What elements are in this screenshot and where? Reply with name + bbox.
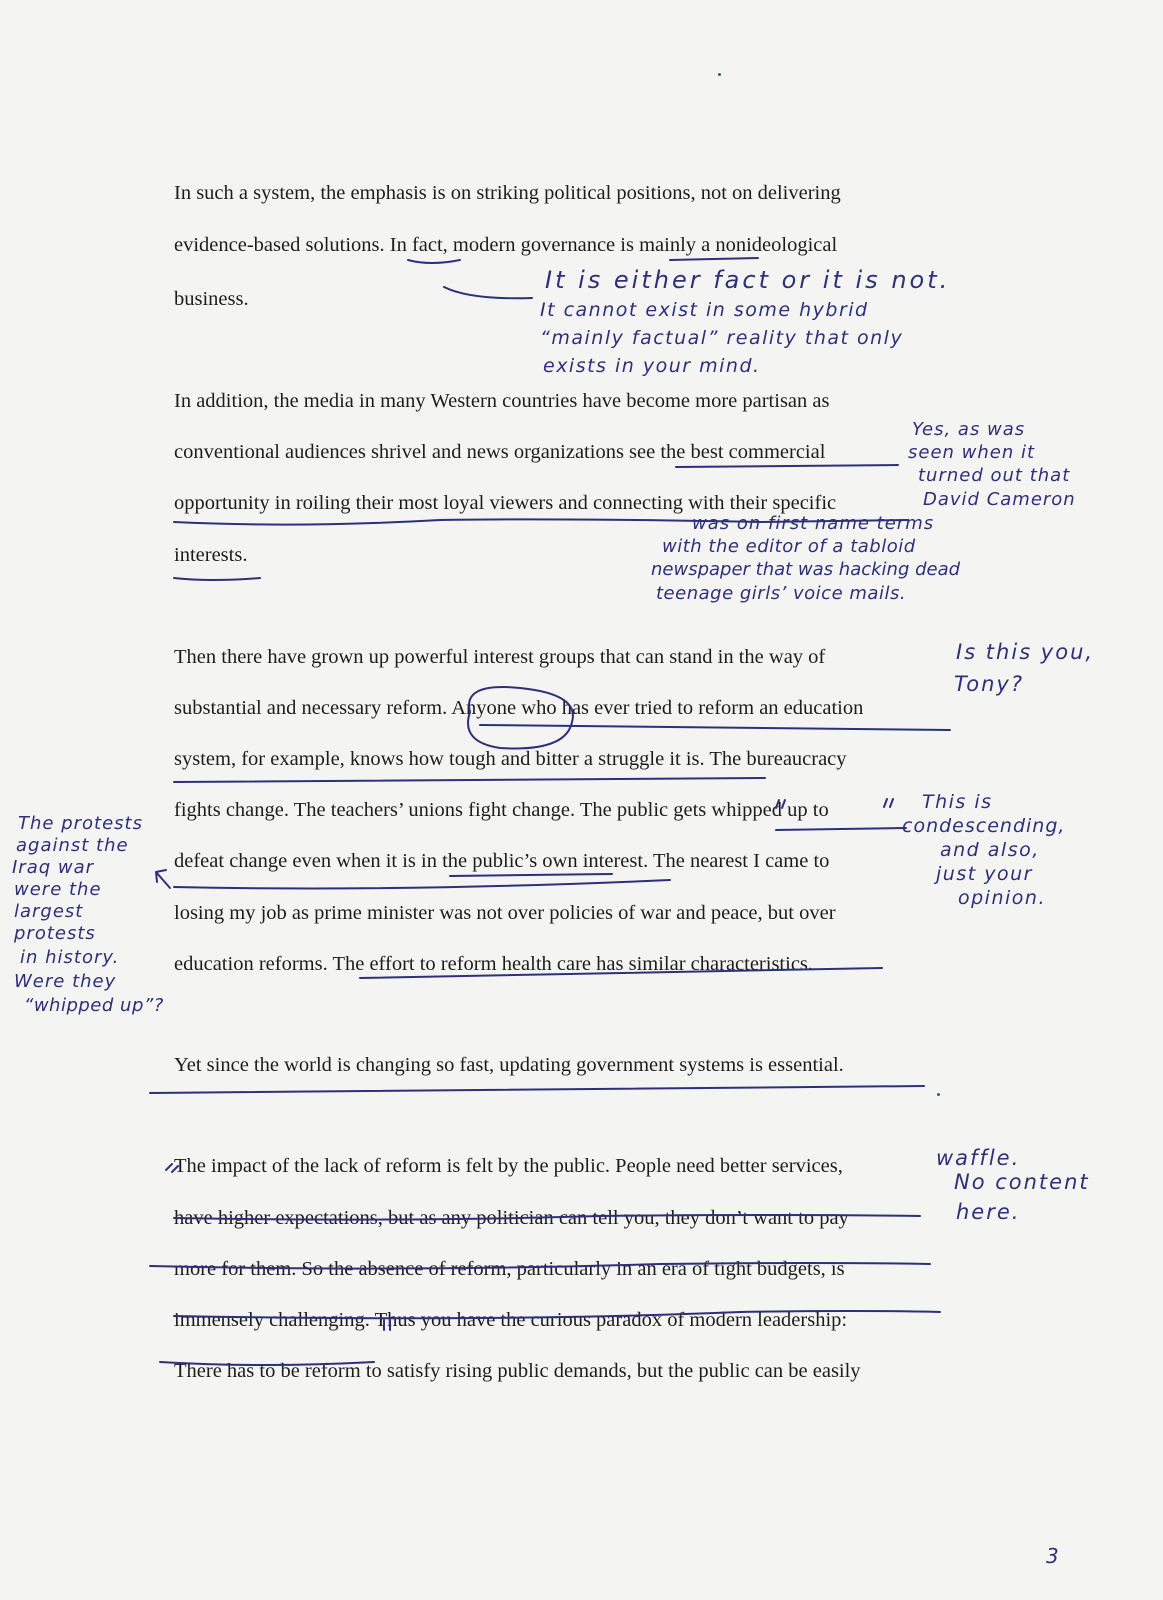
handwritten-note-protests-6: protests: [14, 923, 96, 944]
handwritten-note-fact-4: exists in your mind.: [543, 355, 761, 377]
connector-mark: [444, 287, 532, 298]
handwritten-note-protests-7: in history.: [20, 947, 120, 968]
handwritten-note-cameron-5: was on first name terms: [692, 513, 935, 534]
text-line: substantial and necessary reform. Anyone who has ever tried to reform an education: [174, 697, 864, 719]
handwritten-note-condescending-2: condescending,: [902, 815, 1066, 837]
handwritten-note-fact-2: It cannot exist in some hybrid: [540, 299, 869, 321]
struck-line: Yet since the world is changing so fast, updating government systems is essential.: [174, 1054, 844, 1076]
arrow-mark: [156, 870, 170, 888]
text-line: immensely challenging. Thus you have the curious paradox of modern leadership:: [174, 1309, 848, 1331]
handwritten-note-condescending-4: just your: [936, 863, 1033, 885]
text-line: In addition, the media in many Western countries have become more partisan as: [174, 390, 830, 412]
underline-mark: [480, 725, 950, 730]
underline-mark: [676, 465, 898, 467]
text-line: defeat change even when it is in the public’s own interest. The nearest I came to: [174, 850, 830, 872]
underline-mark: [174, 578, 260, 580]
text-line: fights change. The teachers’ unions fight change. The public gets whipped up to: [174, 799, 829, 821]
text-line: The impact of the lack of reform is felt by the public. People need better services,: [174, 1155, 843, 1177]
text-line: opportunity in roiling their most loyal viewers and connecting with their specific: [174, 492, 837, 514]
handwritten-note-protests-4: were the: [14, 879, 102, 900]
handwritten-note-tony-2: Tony?: [954, 672, 1024, 696]
quote-mark: [884, 799, 893, 807]
page-number: 3: [1046, 1544, 1059, 1568]
text-line: system, for example, knows how tough and bitter a struggle it is. The bureaucracy: [174, 748, 847, 770]
handwritten-note-cameron-6: with the editor of a tabloid: [662, 536, 916, 557]
handwritten-note-cameron-4: David Cameron: [923, 489, 1076, 510]
handwritten-note-cameron-2: seen when it: [908, 442, 1036, 463]
underline-mark: [174, 778, 765, 782]
handwritten-note-tony-1: Is this you,: [956, 640, 1095, 664]
text-line: Then there have grown up powerful interest groups that can stand in the way of: [174, 646, 826, 668]
handwritten-note-fact-3: “mainly factual” reality that only: [540, 327, 904, 349]
handwritten-note-condescending-5: opinion.: [958, 887, 1046, 909]
handwritten-note-protests-8: Were they: [14, 971, 117, 992]
underline-mark: [776, 828, 906, 830]
handwritten-note-protests-1: The protests: [18, 813, 143, 834]
text-line: interests.: [174, 544, 248, 566]
dust-speck: [718, 73, 721, 76]
text-line: evidence-based solutions. In fact, modern governance is mainly a nonideological: [174, 234, 838, 256]
strike-mark: [150, 1086, 924, 1093]
underline-mark: [408, 260, 460, 263]
handwritten-note-protests-2: against the: [16, 835, 129, 856]
handwritten-note-cameron-3: turned out that: [918, 465, 1071, 486]
text-line: business.: [174, 288, 249, 310]
text-line: In such a system, the emphasis is on striking political positions, not on delivering: [174, 182, 841, 204]
handwritten-note-protests-5: largest: [14, 901, 84, 922]
handwritten-note-waffle-1: waffle.: [936, 1146, 1021, 1170]
dust-speck: [937, 1093, 940, 1096]
text-line: conventional audiences shrivel and news organizations see the best commercial: [174, 441, 826, 463]
handwritten-note-waffle-2: No content: [954, 1170, 1090, 1194]
text-line: losing my job as prime minister was not over policies of war and peace, but over: [174, 902, 836, 924]
text-line: have higher expectations, but as any politician can tell you, they don’t want to pay: [174, 1207, 849, 1229]
underline-mark: [174, 880, 670, 888]
text-line: education reforms. The effort to reform health care has similar characteristics.: [174, 953, 814, 975]
strike-mark: [450, 874, 612, 876]
handwritten-note-waffle-3: here.: [956, 1200, 1021, 1224]
handwritten-note-condescending-1: This is: [922, 791, 993, 813]
handwritten-note-protests-3: Iraq war: [12, 857, 95, 878]
handwritten-note-fact-1: It is either fact or it is not.: [545, 266, 951, 294]
underline-mark: [670, 258, 758, 260]
handwritten-note-cameron-7: newspaper that was hacking dead: [651, 559, 961, 580]
handwritten-note-condescending-3: and also,: [940, 839, 1040, 861]
handwritten-note-cameron-1: Yes, as was: [912, 419, 1026, 440]
handwritten-note-cameron-8: teenage girls’ voice mails.: [656, 583, 907, 604]
text-line: more for them. So the absence of reform, particularly in an era of tight budgets, is: [174, 1258, 845, 1280]
text-line: There has to be reform to satisfy rising public demands, but the public can be easily: [174, 1360, 861, 1382]
handwritten-note-protests-9: “whipped up”?: [24, 995, 164, 1016]
